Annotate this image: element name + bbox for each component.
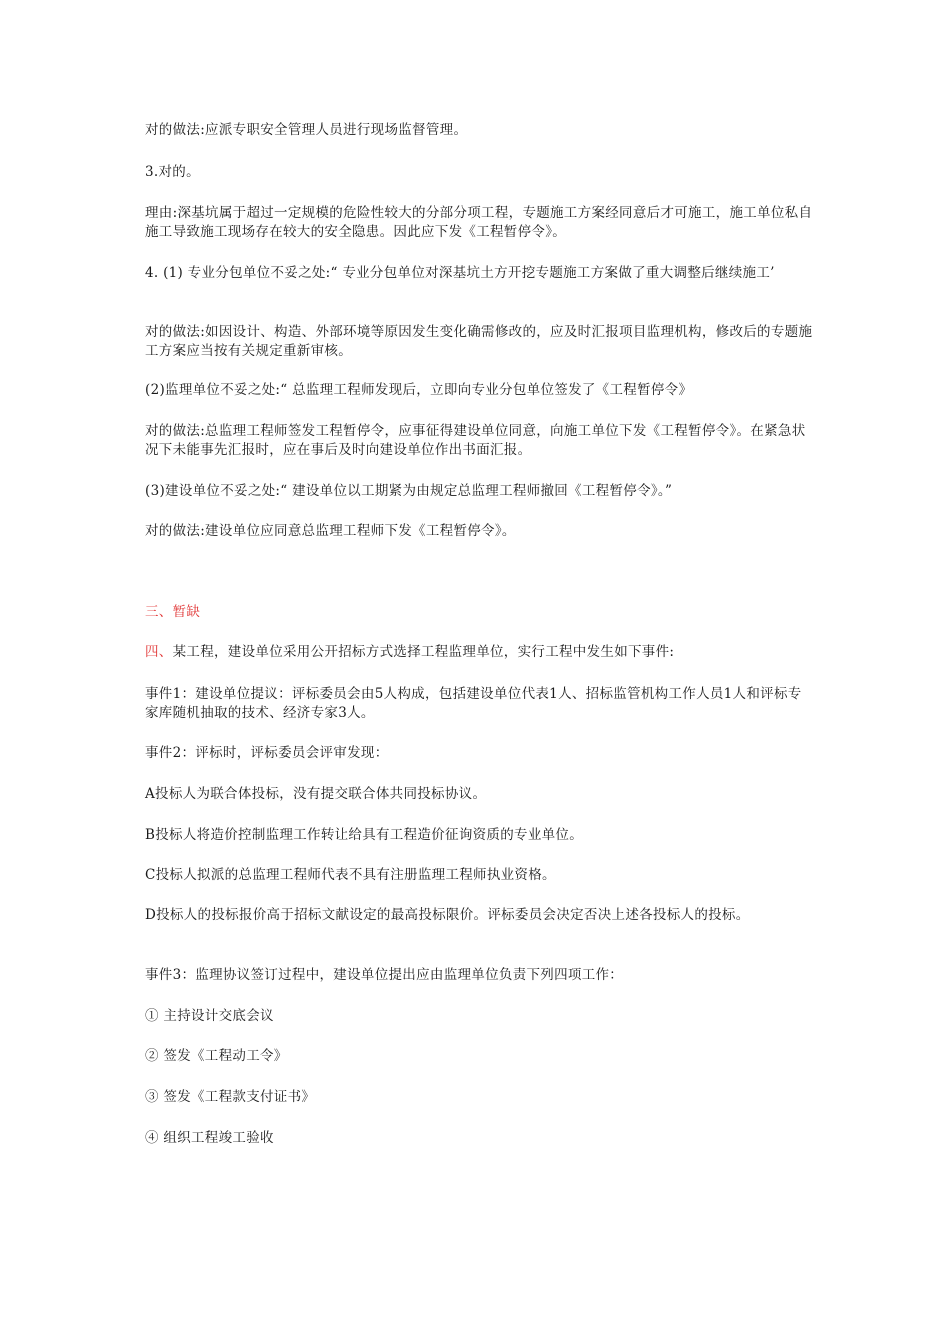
paragraph-correct-practice-2: 对的做法:如因设计、构造、外部环境等原因发生变化确需修改的，应及时汇报项目监理机构，修改后的专题施工方案应当按有关规定重新审核。 <box>145 324 813 359</box>
paragraph-bidder-d: D投标人的投标报价高于招标文献设定的最高投标限价。评标委员会决定否决上述各投标人的投标。 <box>145 907 750 923</box>
section-heading-4-text: 某工程，建设单位采用公开招标方式选择工程监理单位，实行工程中发生如下事件: <box>172 644 675 660</box>
paragraph-event-3: 事件3：监理协议签订过程中，建设单位提出应由监理单位负责下列四项工作： <box>145 967 624 983</box>
paragraph-bidder-c: C投标人拟派的总监理工程师代表不具有注册监理工程师执业资格。 <box>145 867 556 883</box>
paragraph-correct-practice-4: 对的做法:建设单位应同意总监理工程师下发《工程暂停令》。 <box>145 523 516 539</box>
section-heading-3: 三、暂缺 <box>145 604 201 620</box>
list-item-1: ① 主持设计交底会议 <box>145 1008 274 1024</box>
list-item-4: ④ 组织工程竣工验收 <box>145 1130 274 1146</box>
paragraph-bidder-a: A投标人为联合体投标，没有提交联合体共同投标协议。 <box>145 786 487 802</box>
list-item-2: ② 签发《工程动工令》 <box>145 1048 288 1064</box>
list-item-3: ③ 签发《工程款支付证书》 <box>145 1089 316 1105</box>
paragraph-reason: 理由:深基坑属于超过一定规模的危险性较大的分部分项工程，专题施工方案经同意后才可施工，施工单位私自施工导致施工现场存在较大的安全隐患。因此应下发《工程暂停令》。 <box>145 205 813 240</box>
section-number-4: 四、 <box>145 644 173 660</box>
paragraph-bidder-b: B投标人将造价控制监理工作转让给具有工程造价征询资质的专业单位。 <box>145 827 584 843</box>
section-heading-4 <box>145 643 815 662</box>
paragraph-answer-3: 3.对的。 <box>145 164 200 180</box>
paragraph-correct-practice-3: 对的做法:总监理工程师签发工程暂停令，应事征得建设单位同意，向施工单位下发《工程暂停令》。在紧急状况下未能事先汇报时，应在事后及时向建设单位作出书面汇报。 <box>145 423 806 458</box>
paragraph-answer-4-2: (2)监理单位不妥之处:“ 总监理工程师发现后，立即向专业分包单位签发了《工程暂停令》 <box>145 382 693 398</box>
paragraph-correct-practice-1: 对的做法:应派专职安全管理人员进行现场监督管理。 <box>145 122 468 138</box>
paragraph-answer-4-1: 4. (1) 专业分包单位不妥之处:“ 专业分包单位对深基坑土方开挖专题施工方案做了重大调整后继续施工’ <box>145 265 775 281</box>
paragraph-answer-4-3: (3)建设单位不妥之处:“ 建设单位以工期紧为由规定总监理工程师撤回《工程暂停令》。” <box>145 483 673 499</box>
paragraph-event-2: 事件2：评标时，评标委员会评审发现： <box>145 745 389 761</box>
paragraph-event-1: 事件1：建设单位提议：评标委员会由5人构成，包括建设单位代表1人、招标监管机构工作人员1人和评标专家库随机抽取的技术、经济专家3人。 <box>145 686 802 721</box>
